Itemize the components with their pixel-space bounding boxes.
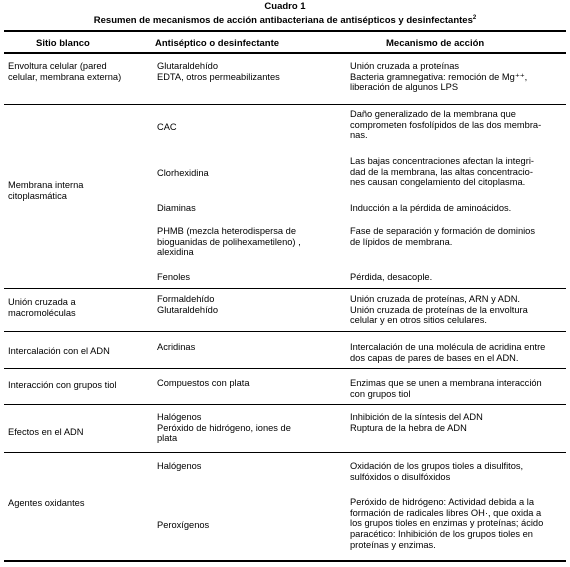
row-membrana-target: Membrana interna citoplasmática <box>8 180 84 201</box>
row-membrana-agent-diaminas: Diaminas <box>157 203 196 213</box>
table-top-rule <box>4 30 566 32</box>
row-efectos-mechanism: Inhibición de la síntesis del ADN Ruptura de la hebra de ADN <box>350 412 483 433</box>
row-envoltura-target: Envoltura celular (pared celular, membrana externa) <box>8 61 122 82</box>
header-agent: Antiséptico o desinfectante <box>155 38 280 49</box>
row-membrana-agent-phmb: PHMB (mezcla heterodispersa de bioguanidas de polihexametileno) , alexidina <box>157 226 301 258</box>
row-divider <box>4 368 566 369</box>
row-union-mechanism: Unión cruzada de proteínas, ARN y ADN. Unión cruzada de proteínas de la envoltura celular y en otros sitios celulares. <box>350 294 528 326</box>
row-oxidantes-mechanism-peroxigenos: Peróxido de hidrógeno: Actividad debida a la formación de radicales libres OH·, que oxida a los grupos tioles en enzimas y proteínas; ácido paracético: Inhibición de los grupos tioles en proteínas y enzimas. <box>350 497 544 550</box>
row-divider <box>4 288 566 289</box>
row-efectos-agent: Halógenos Peróxido de hidrógeno, iones de plata <box>157 412 291 444</box>
row-membrana-mechanism-diaminas: Inducción a la pérdida de aminoácidos. <box>350 203 512 213</box>
row-membrana-mechanism-clorhexidina: Las bajas concentraciones afectan la integri- dad de la membrana, las altas concentracio- nes causan congelamiento del citoplasma. <box>350 156 534 188</box>
table-title <box>0 13 570 26</box>
table-number: Cuadro 1 <box>264 1 306 12</box>
table-title-text: Resumen de mecanismos de acción antibacteriana de antisépticos y desinfectantes <box>93 15 473 27</box>
row-divider <box>4 104 566 105</box>
table-bottom-rule <box>4 560 566 562</box>
row-tiol-mechanism: Enzimas que se unen a membrana interacción con grupos tiol <box>350 378 542 399</box>
row-oxidantes-agent-peroxigenos: Peroxígenos <box>157 520 210 530</box>
row-intercalacion-mechanism: Intercalación de una molécula de acridina entre dos capas de pares de bases en el ADN. <box>350 342 546 363</box>
row-oxidantes-target: Agentes oxidantes <box>8 498 85 508</box>
row-union-target: Unión cruzada a macromoléculas <box>8 297 76 318</box>
row-membrana-mechanism-fenoles: Pérdida, desacople. <box>350 272 433 282</box>
row-divider <box>4 404 566 405</box>
row-membrana-agent-cac: CAC <box>157 122 177 132</box>
row-envoltura-agent: Glutaraldehído EDTA, otros permeabilizantes <box>157 61 280 82</box>
row-union-agent: Formaldehído Glutaraldehído <box>157 294 218 315</box>
header-rule <box>4 52 566 54</box>
header-mechanism: Mecanismo de acción <box>386 38 485 49</box>
row-membrana-agent-clorhexidina: Clorhexidina <box>157 168 209 178</box>
row-efectos-target: Efectos en el ADN <box>8 427 84 437</box>
row-tiol-agent: Compuestos con plata <box>157 378 250 388</box>
row-divider <box>4 331 566 332</box>
row-tiol-target: Interacción con grupos tiol <box>8 380 117 390</box>
header-target: Sitio blanco <box>36 38 90 49</box>
row-divider <box>4 452 566 453</box>
row-membrana-agent-fenoles: Fenoles <box>157 272 191 282</box>
row-envoltura-mechanism: Unión cruzada a proteínas Bacteria gramnegativa: remoción de Mg⁺⁺, liberación de algunos LPS <box>350 61 528 93</box>
table-title-ref: 2 <box>472 15 477 21</box>
row-membrana-mechanism-phmb: Fase de separación y formación de dominios de lípidos de membrana. <box>350 226 536 247</box>
row-membrana-mechanism-cac: Daño generalizado de la membrana que comprometen fosfolípidos de las dos membra- nas. <box>350 109 542 141</box>
row-intercalacion-target: Intercalación con el ADN <box>8 346 110 356</box>
row-intercalacion-agent: Acridinas <box>157 342 196 352</box>
row-oxidantes-agent-halogenos: Halógenos <box>157 461 202 471</box>
row-oxidantes-mechanism-halogenos: Oxidación de los grupos tioles a disulfitos, sulfóxidos o disulfóxidos <box>350 461 524 482</box>
